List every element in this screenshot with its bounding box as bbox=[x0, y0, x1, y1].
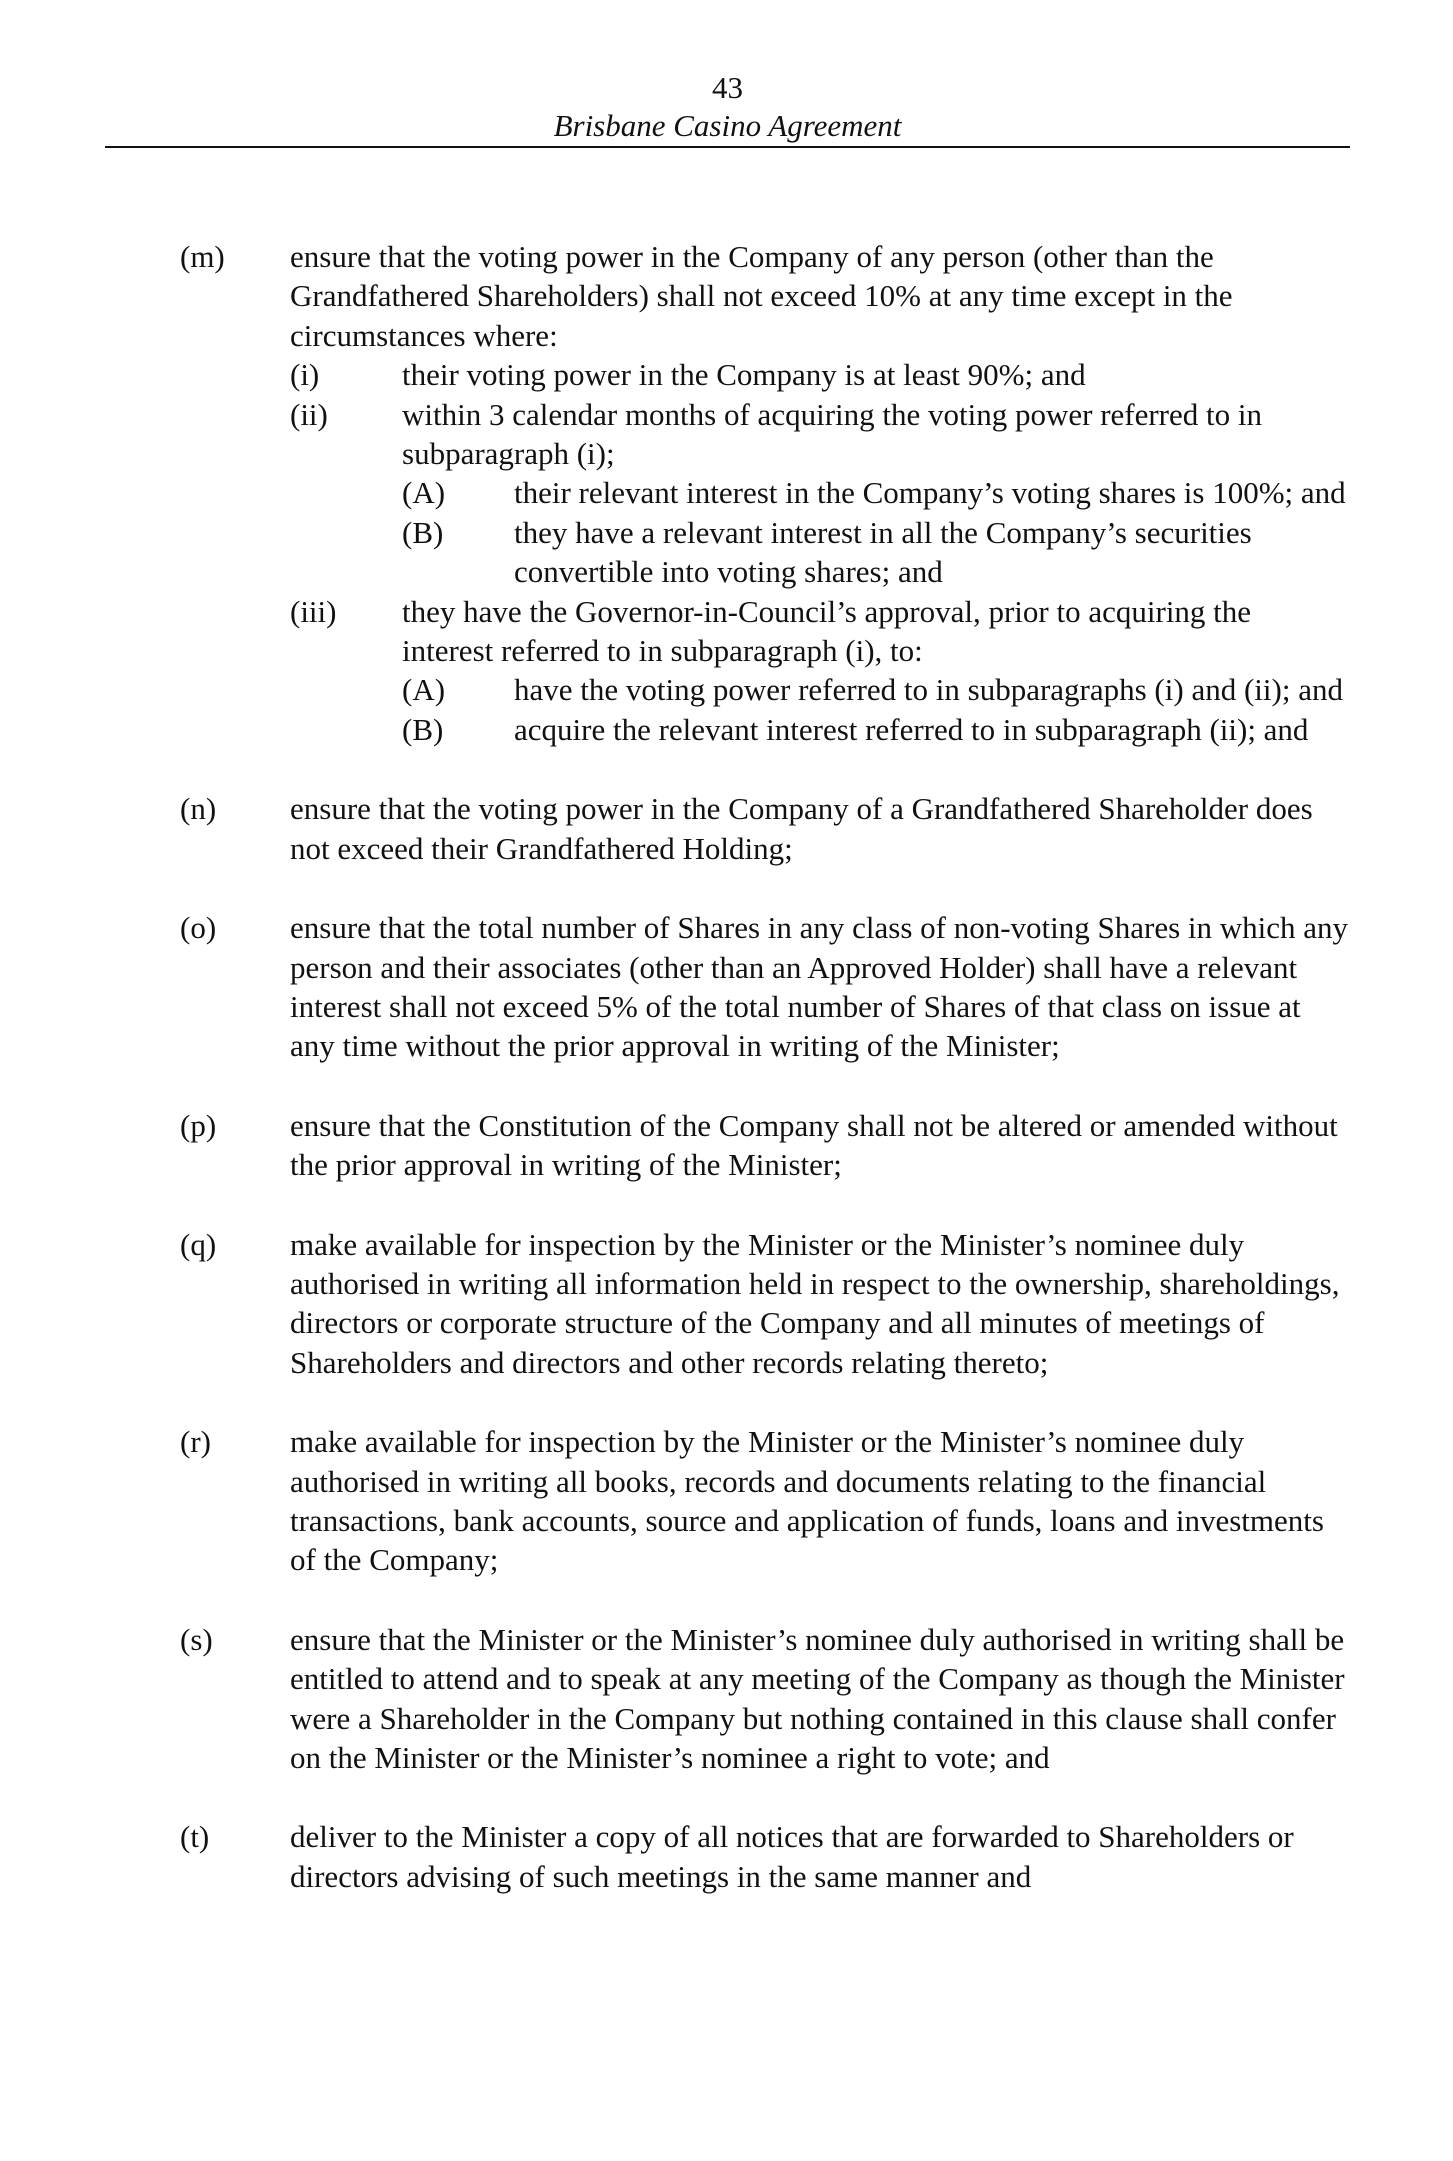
subclause-ii-A bbox=[0, 473, 1453, 512]
subsubclause-text: have the voting power referred to in subparagraphs (i) and (ii); and bbox=[514, 672, 1343, 708]
subclause-label: (i) bbox=[290, 357, 320, 393]
clause-label: (o) bbox=[180, 910, 217, 946]
subclause-ii bbox=[0, 395, 1453, 592]
page-number: 43 bbox=[712, 70, 743, 105]
page-header bbox=[105, 70, 1350, 144]
clause-n bbox=[0, 789, 1453, 868]
subclause-label: (ii) bbox=[290, 396, 328, 432]
clause-text: ensure that the Constitution of the Company shall not be altered or amended without the prior approval in writing of the Minister; bbox=[290, 1107, 1338, 1183]
clause-text: ensure that the Minister or the Minister’s nominee duly authorised in writing shall be entitled to attend and to speak at any meeting of the Company as though the Minister were a Shareholder in the Company but nothing contained in this clause shall confer on the Minister or the Minister’s nominee a right to vote; and bbox=[290, 1621, 1345, 1775]
subsubclause-text: they have a relevant interest in all the Company’s securities convertible into voting shares; and bbox=[514, 514, 1252, 590]
subclause-label: (iii) bbox=[290, 593, 337, 629]
subclause-i bbox=[0, 355, 1453, 394]
subclause-iii-B bbox=[0, 710, 1453, 749]
clause-label: (q) bbox=[180, 1226, 217, 1262]
clause-text: make available for inspection by the Minister or the Minister’s nominee duly authorised in writing all information held in respect to the ownership, shareholdings, directors or corporate structure of the Company and all minutes of meetings of Shareholders and directors and other records relating thereto; bbox=[290, 1226, 1340, 1380]
clause-label: (t) bbox=[180, 1819, 210, 1855]
clause-label: (n) bbox=[180, 791, 217, 827]
clause-text: ensure that the voting power in the Company of a Grandfathered Shareholder does not exceed their Grandfathered Holding; bbox=[290, 791, 1313, 866]
subclause-text: they have the Governor-in-Council’s approval, prior to acquiring the interest referred to in subparagraph (i), to: bbox=[402, 593, 1252, 669]
subsubclause-label: (A) bbox=[402, 475, 446, 511]
subsubclause-label: (B) bbox=[402, 711, 444, 747]
clause-p bbox=[0, 1106, 1453, 1185]
document-body bbox=[0, 237, 1453, 1896]
clause-o bbox=[0, 908, 1453, 1066]
subclause-iii-A bbox=[0, 670, 1453, 709]
subsubclause-label: (A) bbox=[402, 672, 446, 708]
subsubclause-text: their relevant interest in the Company’s voting shares is 100%; and bbox=[514, 475, 1346, 511]
running-title: Brisbane Casino Agreement bbox=[553, 108, 902, 143]
clause-r bbox=[0, 1422, 1453, 1580]
subsubclause-label: (B) bbox=[402, 514, 444, 550]
clause-text: deliver to the Minister a copy of all notices that are forwarded to Shareholders or directors advising of such meetings in the same manner and bbox=[290, 1819, 1294, 1894]
clause-label: (p) bbox=[180, 1107, 217, 1143]
clause-text: ensure that the total number of Shares in any class of non-voting Shares in which any person and their associates (other than an Approved Holder) shall have a relevant interest shall not exceed 5% of the total number of Shares of that class on issue at any time without the prior approval in writing of the Minister; bbox=[290, 910, 1349, 1064]
subclause-iii bbox=[0, 592, 1453, 750]
clause-s bbox=[0, 1620, 1453, 1778]
clause-text: ensure that the voting power in the Company of any person (other than the Grandfathered Shareholders) shall not exceed 10% at any time except in the circumstances where: bbox=[290, 239, 1233, 353]
header-rule bbox=[105, 146, 1350, 148]
clause-t bbox=[0, 1817, 1453, 1896]
subclause-text: their voting power in the Company is at least 90%; and bbox=[402, 357, 1086, 393]
clause-label: (m) bbox=[180, 239, 225, 274]
clause-q bbox=[0, 1225, 1453, 1383]
clause-label: (s) bbox=[180, 1621, 213, 1657]
subclause-ii-B bbox=[0, 513, 1453, 592]
clause-label: (r) bbox=[180, 1424, 211, 1460]
subsubclause-text: acquire the relevant interest referred to in subparagraph (ii); and bbox=[514, 711, 1309, 747]
clause-m bbox=[0, 237, 1453, 749]
subclause-text: within 3 calendar months of acquiring the voting power referred to in subparagraph (i); bbox=[402, 396, 1262, 472]
clause-text: make available for inspection by the Minister or the Minister’s nominee duly authorised in writing all books, records and documents relating to the financial transactions, bank accounts, source and application of funds, loans and investments of the Company; bbox=[290, 1424, 1324, 1578]
